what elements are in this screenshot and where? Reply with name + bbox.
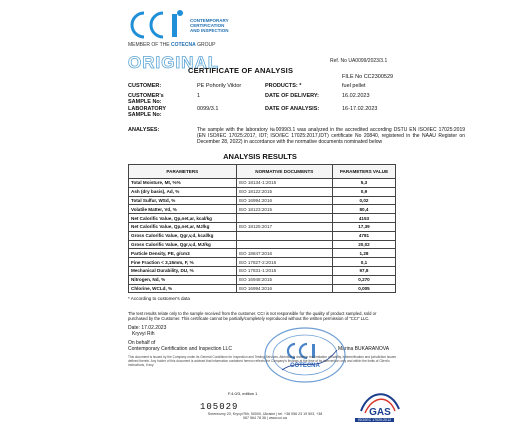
- table-row: [129, 266, 396, 275]
- table-row: [129, 240, 396, 249]
- value-cell: 17,39: [332, 222, 395, 231]
- lab-sample-label: SAMPLE No:: [128, 112, 162, 118]
- header-parameters: PARAMETERS: [129, 165, 237, 179]
- laboratory-label: LABORATORY: [128, 106, 167, 112]
- parameter-cell: Gross Calorific Value, Qgr,v,d, kcal/kg: [129, 231, 237, 240]
- parameter-cell: Mechanical Durability, DU, %: [129, 266, 237, 275]
- disclaimer: The test results relate only to the sample received from the customer. CCI is not responsible for the quality of product sampled, sold or purchased by the Customer. This certificate cannot be partially/completely reproduced without the written permission of "CCI" LLC.: [128, 311, 377, 321]
- company-name: Contemporary Certification and Inspection LLC: [128, 346, 232, 352]
- normative-document-cell: ISO 18125:2017: [236, 222, 332, 231]
- value-cell: 4153: [332, 214, 395, 223]
- delivery-label: DATE OF DELIVERY:: [265, 93, 319, 99]
- form-number: F.4.0/3, edition 1: [228, 391, 258, 396]
- legal-note: This document is issued by the Company under its General Conditions for Inspection and Testing Services. Attention is drawn to the limitation of liability, indemnification and jurisdiction issues defined therein. Any holder of this document is advised that information contained hereon reflects the Company's findings at the time of its intervention only and within the limits of Client's instructions, if any.: [128, 355, 396, 367]
- svg-text:GAS: GAS: [369, 407, 391, 418]
- iso-badge: ISO/IEC 17020:2012: [355, 418, 394, 422]
- table-row: [129, 205, 396, 214]
- customers-sample-label: CUSTOMER's: [128, 93, 164, 99]
- logo-caption: CONTEMPORARY CERTIFICATION AND INSPECTION: [190, 18, 229, 33]
- header-normative-documents: NORMATIVE DOCUMENTS: [236, 165, 332, 179]
- table-row: [129, 187, 396, 196]
- parameter-cell: Ash (dry basis), Ad, %: [129, 187, 237, 196]
- table-row: [129, 249, 396, 258]
- table-row: [129, 222, 396, 231]
- parameter-cell: Net Calorific Value, Qp,net,ar, kcal/kg: [129, 214, 237, 223]
- customer-value: PE Pohorily Viktor: [197, 83, 242, 89]
- certificate-title: CERTIFICATE OF ANALYSIS: [188, 66, 294, 75]
- normative-document-cell: ISO 18123:2015: [236, 205, 332, 214]
- cci-logo-icon: [128, 8, 188, 42]
- parameter-cell: Particle Density, PE, g/cm3: [129, 249, 237, 258]
- signatory-name: Marina BUKARANOVA: [338, 346, 390, 352]
- normative-document-cell: [236, 231, 332, 240]
- normative-document-cell: ISO 18134-1:2015: [236, 179, 332, 188]
- value-cell: 97,8: [332, 266, 395, 275]
- file-number: FILE No CC2300529: [342, 74, 394, 80]
- analyses-text: The sample with the laboratory №0099/3.1 was analyzed in the accredited according DSTU EN ISO/IEC 17025:2019 (EN ISO/IEC 17025:2017, IDT; ISO/IEC 17025:2017,IDT) certificate No 20840, registered in the NAAU Register on December 28, 2022) in accordance with the normative documents nominated below: [197, 127, 465, 146]
- value-cell: 20,02: [332, 240, 395, 249]
- products-value: fuel pellet: [342, 83, 366, 89]
- issue-city: Kryvyi Rih: [132, 331, 155, 337]
- issue-date: Date: 17.02.2023: [128, 325, 167, 331]
- header-parameters-value: PARAMETERS VALUE: [332, 165, 395, 179]
- value-cell: 0,02: [332, 196, 395, 205]
- table-row: [129, 214, 396, 223]
- parameter-cell: Total Moisture, Mt, %%: [129, 179, 237, 188]
- normative-document-cell: ISO 18122:2015: [236, 187, 332, 196]
- normative-document-cell: [236, 214, 332, 223]
- parameter-cell: Fine Fraction < 3,15mm, F, %: [129, 258, 237, 267]
- products-label: PRODUCTS: *: [265, 83, 302, 89]
- parameter-cell: Gross Calorific Value, Qgr,v,d, MJ/kg: [129, 240, 237, 249]
- reference-number: Ref. No UA0099/2023/3.1: [330, 58, 388, 64]
- serial-number: 105029: [200, 402, 239, 412]
- normative-document-cell: ISO 18847:2016: [236, 249, 332, 258]
- normative-document-cell: ISO 17827-2:2016: [236, 258, 332, 267]
- parameter-cell: Net Calorific Value, Qp,net,ar, MJ/kg: [129, 222, 237, 231]
- value-cell: 0,1: [332, 258, 395, 267]
- value-cell: 4781: [332, 231, 395, 240]
- analysis-date-value: 16-17.02.2023: [342, 106, 378, 112]
- value-cell: 5,3: [332, 179, 395, 188]
- analysis-date-label: DATE OF ANALYSIS:: [265, 106, 320, 112]
- parameter-cell: Nitrogen, Nd, %: [129, 275, 237, 284]
- normative-document-cell: ISO 16994:2016: [236, 196, 332, 205]
- original-stamp: ORIGINAL: [128, 53, 220, 72]
- normative-document-cell: ISO 16994:2016: [236, 284, 332, 293]
- table-row: [129, 231, 396, 240]
- table-row: [129, 258, 396, 267]
- value-cell: 0,270: [332, 275, 395, 284]
- svg-text:COTECNA: COTECNA: [290, 363, 320, 369]
- table-header-row: [129, 165, 396, 179]
- customers-sample-value: 1: [197, 93, 201, 99]
- results-title: ANALYSIS RESULTS: [223, 152, 297, 161]
- table-row: [129, 284, 396, 293]
- laboratory-value: 0099/3.1: [197, 106, 219, 112]
- table-row: [129, 179, 396, 188]
- analyses-label: ANALYSES:: [128, 127, 160, 133]
- normative-document-cell: [236, 240, 332, 249]
- value-cell: 0,9: [332, 187, 395, 196]
- parameter-cell: Total Sulfur, WSd, %: [129, 196, 237, 205]
- value-cell: 1,28: [332, 249, 395, 258]
- parameter-cell: Volatile Matter, Vd, %: [129, 205, 237, 214]
- behalf-label: On behalf of: [128, 340, 156, 346]
- results-table: [128, 164, 396, 293]
- customer-label: CUSTOMER:: [128, 83, 162, 89]
- normative-document-cell: ISO 17831-1:2015: [236, 266, 332, 275]
- table-row: [129, 275, 396, 284]
- company-address: Smereczny 20, Kryvyi Rih, 50000, Ukraine | tel. +38 056 23 19 503, +38 067 564 78 36 | www.cci.ua: [207, 412, 323, 421]
- member-line: MEMBER OF THE COTECNA GROUP: [128, 42, 216, 48]
- delivery-value: 16.02.2023: [342, 93, 370, 99]
- footnote: * According to customer's data: [128, 296, 190, 301]
- parameter-cell: Chlorine, WCLd, %: [129, 284, 237, 293]
- table-row: [129, 196, 396, 205]
- value-cell: 80,4: [332, 205, 395, 214]
- value-cell: 0,005: [332, 284, 395, 293]
- normative-document-cell: ISO 16948:2015: [236, 275, 332, 284]
- gas-accreditation-logo-icon: [355, 385, 405, 419]
- sample-no-label: SAMPLE No:: [128, 99, 162, 105]
